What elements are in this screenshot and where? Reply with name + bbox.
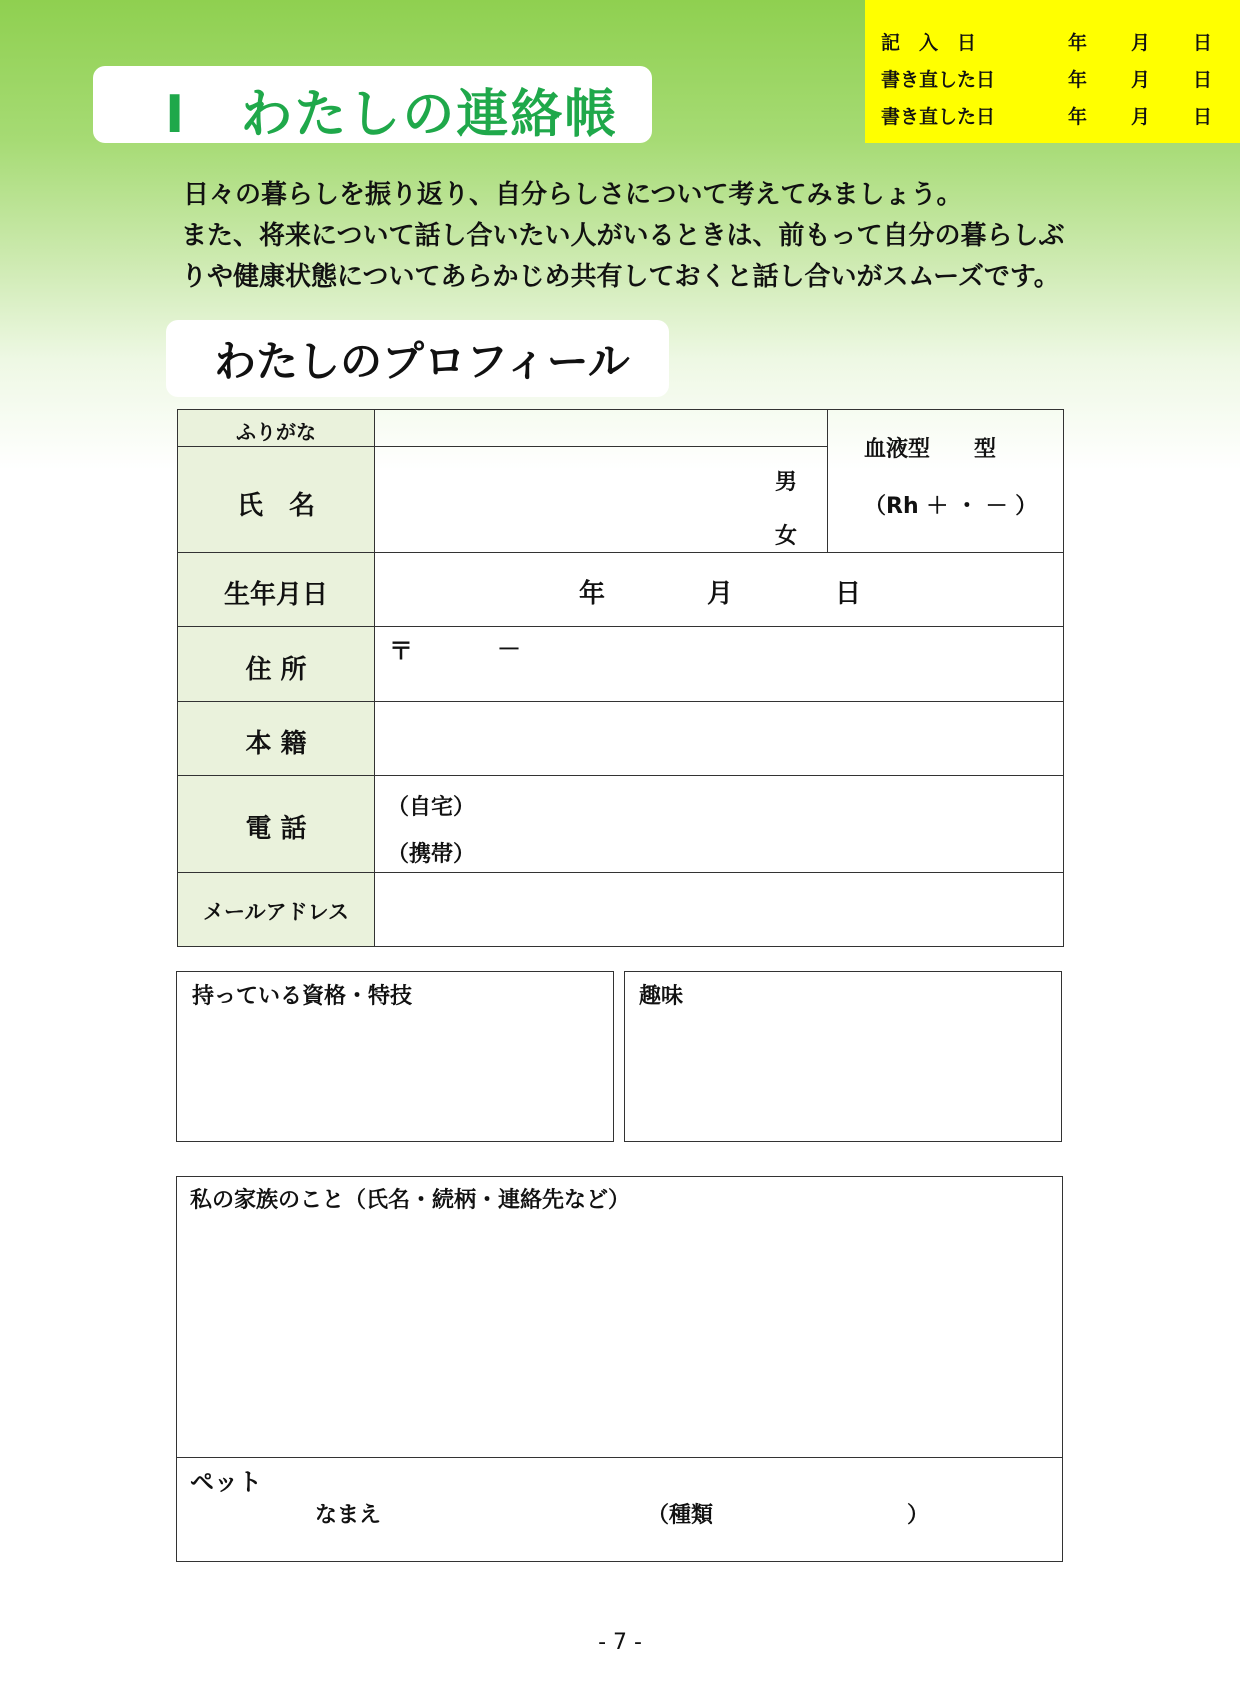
pet-box[interactable] [176, 1457, 1063, 1562]
page-number: - 7 - [598, 1630, 642, 1655]
record-date-year: 年 [1068, 106, 1088, 128]
pet-label: ペット [190, 1468, 262, 1496]
blood-type-label: 血液型 型 [864, 437, 997, 462]
address-field[interactable] [374, 626, 1064, 702]
birthday-year: 年 [579, 579, 606, 609]
record-date-month: 月 [1131, 69, 1151, 91]
record-date-month: 月 [1131, 106, 1151, 128]
postal-mark: 〒 [389, 637, 413, 665]
name-field[interactable] [374, 446, 828, 553]
sex-female-option[interactable]: 女 [775, 524, 798, 549]
name-label: 氏 名 [236, 491, 315, 521]
phone-label: 電 話 [245, 814, 307, 844]
record-date-label: 記 入 日 [881, 32, 977, 54]
hobby-label: 趣味 [639, 984, 684, 1009]
furigana-field[interactable] [374, 409, 828, 447]
honseki-label: 本 籍 [245, 729, 307, 759]
postal-dash: － [497, 635, 521, 663]
email-label-cell [177, 872, 375, 947]
profile-heading-box [166, 320, 669, 397]
pet-name-label: なまえ [315, 1503, 382, 1528]
pet-type-close: ） [907, 1503, 930, 1528]
record-dates-box [865, 0, 1240, 143]
record-date-day: 日 [1193, 106, 1213, 128]
address-label-cell [177, 626, 375, 702]
intro-line: また、将来について話し合いたい人がいるときは、前もって自分の暮らしぶ [181, 221, 1065, 251]
family-box[interactable] [176, 1176, 1063, 1458]
record-date-row [865, 28, 1240, 58]
intro-paragraph [183, 175, 1064, 298]
record-date-label: 書き直した日 [881, 106, 996, 128]
birthday-field[interactable] [374, 552, 1064, 627]
record-date-label: 書き直した日 [881, 69, 996, 91]
honseki-label-cell [177, 701, 375, 776]
profile-heading: わたしのプロフィール [214, 337, 630, 386]
record-date-row [865, 102, 1240, 132]
skills-label: 持っている資格・特技 [192, 984, 413, 1009]
honseki-field[interactable] [374, 701, 1064, 776]
intro-line: りや健康状態についてあらかじめ共有しておくと話し合いがスムーズです。 [181, 262, 1060, 292]
record-date-day: 日 [1193, 32, 1213, 54]
family-label: 私の家族のこと（氏名・続柄・連絡先など） [190, 1188, 631, 1213]
record-date-year: 年 [1068, 69, 1088, 91]
birthday-month: 月 [707, 579, 734, 609]
skills-box[interactable] [176, 971, 614, 1142]
pet-type-label: （種類 [647, 1503, 714, 1528]
birthday-label: 生年月日 [223, 580, 328, 610]
rh-factor-label: （Rh ＋ ・ － ） [864, 494, 1038, 519]
record-date-month: 月 [1131, 32, 1151, 54]
sex-male-option[interactable]: 男 [775, 470, 798, 495]
phone-label-cell [177, 775, 375, 873]
record-date-year: 年 [1068, 32, 1088, 54]
record-date-day: 日 [1193, 69, 1213, 91]
email-field[interactable] [374, 872, 1064, 947]
hobby-box[interactable] [624, 971, 1062, 1142]
page-title: Ⅰ わたしの連絡帳 [165, 85, 619, 145]
record-date-row [865, 65, 1240, 95]
intro-line: 日々の暮らしを振り返り、自分らしさについて考えてみましょう。 [183, 180, 963, 210]
title-box [93, 66, 652, 143]
phone-home-label: （自宅） [387, 795, 476, 820]
blood-type-field[interactable] [827, 409, 1064, 553]
phone-mobile-label: （携帯） [387, 842, 476, 867]
furigana-label-cell [177, 409, 375, 447]
name-label-cell [177, 446, 375, 553]
email-label: メールアドレス [203, 900, 349, 924]
birthday-day: 日 [835, 579, 862, 609]
address-label: 住 所 [245, 655, 307, 685]
birthday-label-cell [177, 552, 375, 627]
furigana-label: ふりがな [236, 420, 316, 444]
phone-field[interactable] [374, 775, 1064, 873]
